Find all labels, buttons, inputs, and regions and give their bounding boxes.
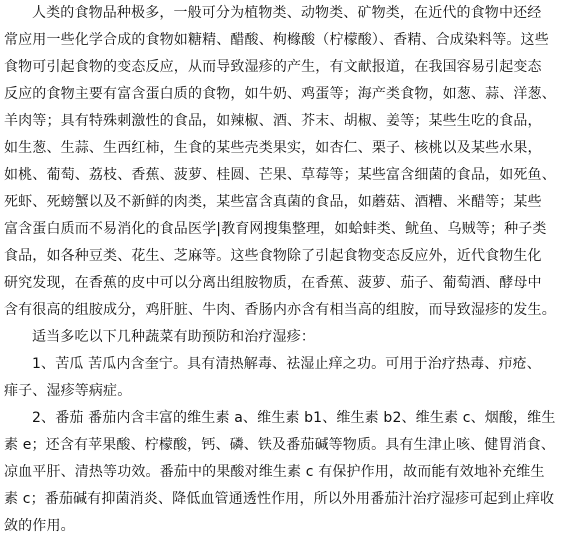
paragraph-1-line-11: 研究发现，在香蕉的皮中可以分离出组胺物质，在香蕉、菠萝、茄子、葡萄酒、酵母中 <box>4 275 542 291</box>
paragraph-1-line-4: 反应的食物主要有富含蛋白质的食物，如牛奶、鸡蛋等；海产类食物，如葱、蒜、洋葱、 <box>4 86 556 102</box>
paragraph-3-line-1: 1、苦瓜 苦瓜内含奎宁。具有清热解毒、祛湿止痒之功。可用于治疗热毒、疖疮、 <box>32 356 541 372</box>
paragraph-4-line-4: 素 c；番茄碱有抑菌消炎、降低血管通透性作用，所以外用番茄汁治疗湿疹可起到止痒收 <box>4 491 555 507</box>
paragraph-4-line-5: 敛的作用。 <box>4 518 75 534</box>
paragraph-1-line-1: 人类的食物品种极多，一般可分为植物类、动物类、矿物类，在近代的食物中还经 <box>32 5 542 21</box>
paragraph-1-line-6: 如生葱、生蒜、生西红柿，生食的某些壳类果实，如杏仁、栗子、核桃以及某些水果， <box>4 140 542 156</box>
paragraph-1-line-9: 富含蛋白质而不易消化的食品医学|教育网搜集整理，如蛤蚌类、鱿鱼、乌贼等；种子类 <box>4 221 547 237</box>
paragraph-1-line-5: 羊肉等；具有特殊刺激性的食品，如辣椒、酒、芥末、胡椒、姜等；某些生吃的食品， <box>4 113 542 129</box>
paragraph-4-line-1: 2、番茄 番茄内含丰富的维生素 a、维生素 b1、维生素 b2、维生素 c、烟酸，维生 <box>32 410 556 426</box>
paragraph-4-line-3: 凉血平肝、清热等功效。番茄中的果酸对维生素 c 有保护作用，故而能有效地补充维生 <box>4 464 545 480</box>
paragraph-1-line-12: 含有很高的组胺成分，鸡肝脏、牛肉、香肠内亦含有相当高的组胺，而导致湿疹的发生。 <box>4 302 556 318</box>
paragraph-1-line-3: 食物可引起食物的变态反应，从而导致湿疹的产生，有文献报道，在我国容易引起变态 <box>4 59 542 75</box>
paragraph-4-line-2: 素 e；还含有苹果酸、柠檬酸，钙、磷、铁及番茄碱等物质。具有生津止咳、健胃消食、 <box>4 437 556 453</box>
paragraph-1-line-2: 常应用一些化学合成的食物如糖精、醋酸、枸橼酸（柠檬酸）、香精、合成染料等。这些 <box>4 32 549 48</box>
paragraph-1-line-8: 死虾、死螃蟹以及不新鲜的肉类，某些富含真菌的食品，如蘑菇、酒糟、米醋等；某些 <box>4 194 542 210</box>
paragraph-1-line-7: 如桃、葡萄、荔枝、香蕉、菠萝、桂圆、芒果、草莓等；某些富含细菌的食品，如死鱼、 <box>4 167 556 183</box>
paragraph-3-line-2: 痱子、湿疹等病症。 <box>4 383 132 399</box>
paragraph-1-line-10: 食品，如各种豆类、花生、芝麻等。这些食物除了引起食物变态反应外，近代食物生化 <box>4 248 542 264</box>
paragraph-2-line-1: 适当多吃以下几种蔬菜有助预防和治疗湿疹： <box>32 329 315 345</box>
